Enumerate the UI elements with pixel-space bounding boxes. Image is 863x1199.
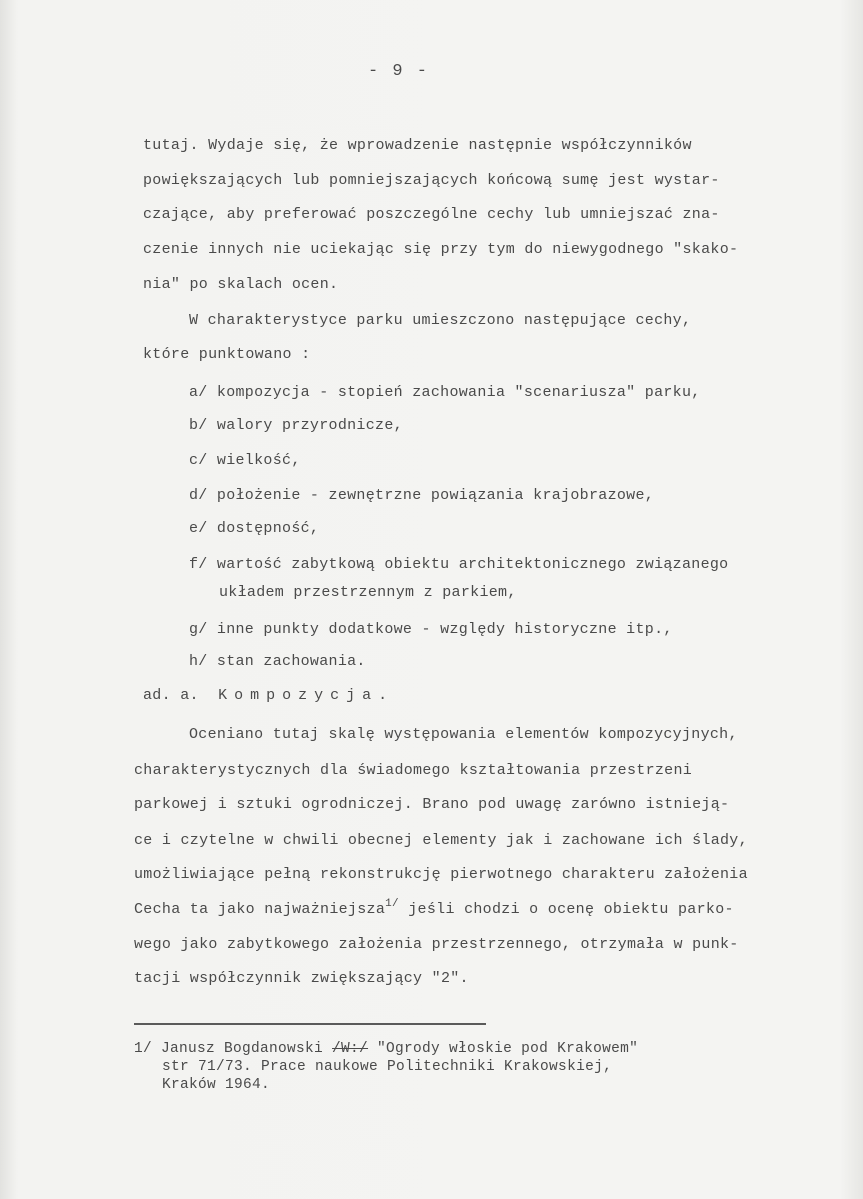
footnote-reference: 1/ [385, 898, 399, 910]
paragraph-3-line-2: charakterystycznych dla świadomego kształtowania przestrzeni [134, 762, 693, 779]
section-heading [143, 687, 394, 705]
list-item-f-line-1: f/ wartość zabytkową obiektu architektonicznego związanego [189, 556, 729, 573]
paragraph-3-line-7: wego jako zabytkowego założenia przestrzennego, otrzymała w punk- [134, 936, 739, 953]
footnote-separator [134, 1023, 486, 1025]
paragraph-3-line-6-text: Cecha ta jako najważniejsza [134, 901, 386, 918]
paragraph-3-line-3: parkowej i sztuki ogrodniczej. Brano pod uwagę zarówno istnieją- [134, 796, 730, 813]
list-item-c: c/ wielkość, [189, 452, 301, 469]
list-item-e: e/ dostępność, [189, 520, 320, 537]
paragraph-3-line-6 [134, 898, 734, 920]
list-item-g: g/ inne punkty dodatkowe - względy historyczne itp., [189, 621, 673, 638]
list-item-d: d/ położenie - zewnętrzne powiązania krajobrazowe, [189, 487, 655, 504]
list-item-b: b/ walory przyrodnicze, [189, 417, 403, 434]
paragraph-2-line-1: W charakterystyce parku umieszczono następujące cechy, [189, 312, 692, 329]
footnote-author: 1/ Janusz Bogdanowski [134, 1041, 333, 1057]
section-prefix: ad. a. [143, 687, 199, 704]
list-item-h: h/ stan zachowania. [189, 653, 366, 670]
paragraph-1-line-5: nia" po skalach ocen. [143, 276, 339, 293]
paragraph-1-line-1: tutaj. Wydaje się, że wprowadzenie następnie współczynników [143, 137, 692, 154]
paragraph-1-line-3: czające, aby preferować poszczególne cechy lub umniejszać zna- [143, 206, 720, 223]
section-title: Kompozycja. [218, 687, 395, 704]
paragraph-3-line-6-rest: jeśli chodzi o ocenę obiektu parko- [398, 901, 734, 918]
footnote-line-3: Kraków 1964. [162, 1077, 271, 1093]
paragraph-2-line-2: które punktowano : [143, 346, 311, 363]
footnote-line-2: str 71/73. Prace naukowe Politechniki Krakowskiej, [162, 1059, 613, 1075]
paragraph-1-line-2: powiększających lub pomniejszających końcową sumę jest wystar- [143, 172, 720, 189]
footnote-line-1 [134, 1040, 638, 1058]
page-number: - 9 - [368, 62, 430, 81]
paragraph-1-line-4: czenie innych nie uciekając się przy tym do niewygodnego "skako- [143, 241, 739, 258]
footnote-title: "Ogrody włoskie pod Krakowem" [368, 1041, 639, 1057]
footnote-struck-text: /W:/ [332, 1041, 369, 1057]
paragraph-3-line-5: umożliwiające pełną rekonstrukcję pierwotnego charakteru założenia [134, 866, 748, 883]
paragraph-3-line-4: ce i czytelne w chwili obecnej elementy jak i zachowane ich ślady, [134, 832, 748, 849]
paragraph-3-line-8: tacji współczynnik zwiększający "2". [134, 970, 469, 987]
list-item-a: a/ kompozycja - stopień zachowania "scenariusza" parku, [189, 384, 701, 401]
list-item-f-line-2: układem przestrzennym z parkiem, [219, 584, 517, 601]
paragraph-3-line-1: Oceniano tutaj skalę występowania elementów kompozycyjnych, [189, 726, 738, 743]
